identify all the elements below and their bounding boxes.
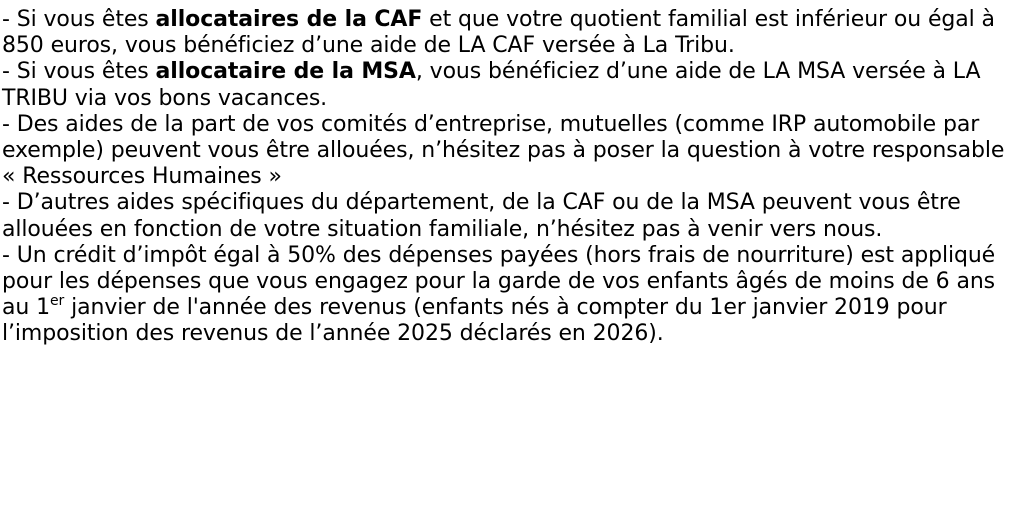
paragraph-employer-aid — [2, 112, 1024, 191]
paragraph-prefix: - Si vous êtes — [2, 7, 156, 32]
paragraph-text: , vous bénéficiez d’une aide de LA MSA versée à LA TRIBU via vos bons vacances. — [2, 59, 981, 111]
paragraph-text-continued: janvier de l'année des revenus (enfants nés à compter du 1er janvier 2019 pour l’imposition des revenus de l’année 2025 déclarés en 2026). — [2, 295, 947, 347]
paragraph-text: - D’autres aides spécifiques du département, de la CAF ou de la MSA peuvent vous être allouées en fonction de votre situation familiale, n’hésitez pas à venir vers nous. — [2, 190, 961, 242]
paragraph-text: - Un crédit d’impôt égal à 50% des dépenses payées (hors frais de nourriture) est appliqué pour les dépenses que vous engagez pour la garde de vos enfants âgés de moins de 6 ans au 1 — [2, 242, 996, 321]
paragraph-text: - Des aides de la part de vos comités d’entreprise, mutuelles (comme IRP automobile par exemple) peuvent vous être allouées, n’hésitez pas à poser la question à votre responsable « Ressources Humaines » — [2, 111, 1005, 190]
paragraph-prefix: - Si vous êtes — [2, 59, 156, 85]
paragraph-caf-aid — [2, 7, 1024, 59]
ordinal-superscript: er — [50, 293, 65, 310]
paragraph-msa-aid — [2, 59, 1024, 111]
bold-text-caf-beneficiaries: allocataires de la CAF — [155, 7, 423, 32]
paragraph-tax-credit — [2, 243, 1024, 348]
paragraph-other-aid — [2, 190, 1024, 242]
paragraph-text: et que votre quotient familial est inférieur ou égal à 850 euros, vous bénéficiez d’une aide de LA CAF versée à La Tribu. — [2, 7, 995, 59]
bold-text-msa-beneficiary: allocataire de la MSA — [155, 59, 416, 85]
